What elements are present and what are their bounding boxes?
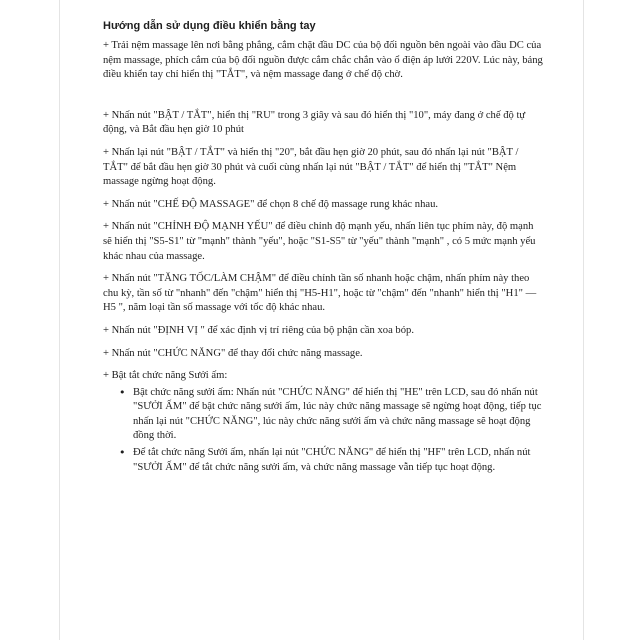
paragraph-position: + Nhấn nút "ĐỊNH VỊ " để xác định vị trí riêng của bộ phận cần xoa bóp.	[103, 324, 414, 336]
paragraph-setup: + Trải nệm massage lên nơi bằng phẳng, cắm chặt đầu DC của bộ đối nguồn bên ngoài vào đầu DC của nệm massage, phích cắm của bộ đối nguồn được cắm chắc chắn vào ổ điện áp lưới 220V. Lúc này, bảng điều khiển tay chỉ hiển thị "TẮT", và nệm massage đang ở chế độ chờ.	[103, 40, 543, 81]
paragraph-intensity: + Nhấn nút "CHỈNH ĐỘ MẠNH YẾU" để điều chỉnh độ mạnh yếu, nhấn liên tục phím này, độ mạnh sẽ hiển thị "S5-S1" từ "mạnh" thành "yếu", hoặc "S1-S5" từ "yếu" thành "mạnh" , có 5 mức mạnh yếu khác nhau của massage.	[103, 221, 536, 262]
paragraph-power-button: + Nhấn nút "BẬT / TẮT", hiển thị "RU" trong 3 giây và sau đó hiển thị "10", máy đang ở chế độ tự động, và Bắt đầu hẹn giờ 10 phút	[103, 109, 526, 136]
document-title: Hướng dẫn sử dụng điều khiển bằng tay	[103, 20, 316, 32]
paragraph-massage-mode: + Nhấn nút "CHẾ ĐỘ MASSAGE" để chọn 8 chế độ massage rung khác nhau.	[103, 198, 439, 210]
paragraph-timer: + Nhấn lại nút "BẬT / TẮT" và hiển thị "20", bắt đầu hẹn giờ 20 phút, sau đó nhấn lại nút "BẬT / TẮT" để bắt đầu hẹn giờ 30 phút và cuối cùng nhấn lại nút "BẬT / TẮT" để hiển thị "TẮT" Nệm massage ngừng hoạt động.	[103, 146, 519, 188]
paragraph-function: + Nhấn nút "CHỨC NĂNG" để thay đổi chức năng massage.	[103, 347, 363, 359]
heating-bullet-list	[103, 386, 543, 476]
list-item: • Bật chức năng sưởi ấm: Nhấn nút "CHỨC NĂNG" để hiển thị "HE" trên LCD, sau đó nhấn nút "SƯỞI ẤM" để bật chức năng sưởi ấm, lúc này chức năng massage sẽ ngừng hoạt động, tiếp tục nhấn lại nút "CHỨC NĂNG", lúc này chức năng sưởi ấm và chức năng massage sẽ hoạt động đồng thời.	[133, 386, 543, 444]
paragraph-heating: + Bật tắt chức năng Sưởi ấm:	[103, 370, 228, 382]
document-body	[103, 19, 543, 477]
paragraph-speed: + Nhấn nút "TĂNG TỐC/LÀM CHẬM" để điều chỉnh tần số nhanh hoặc chậm, nhấn phím này theo chu kỳ, tần số từ "nhanh" đến "chậm" hiển thị "H5-H1", hoặc từ "chậm" đến "nhanh" hiển thị "H1" — H5 ", năm loại tần số massage với tốc độ khác nhau.	[103, 273, 537, 314]
list-item: • Để tắt chức năng Sưởi ấm, nhấn lại nút "CHỨC NĂNG" để hiển thị "HF" trên LCD, nhấn nút "SƯỞI ẤM" để tắt chức năng sưởi ấm, và chức năng massage vẫn tiếp tục hoạt động.	[133, 446, 543, 475]
